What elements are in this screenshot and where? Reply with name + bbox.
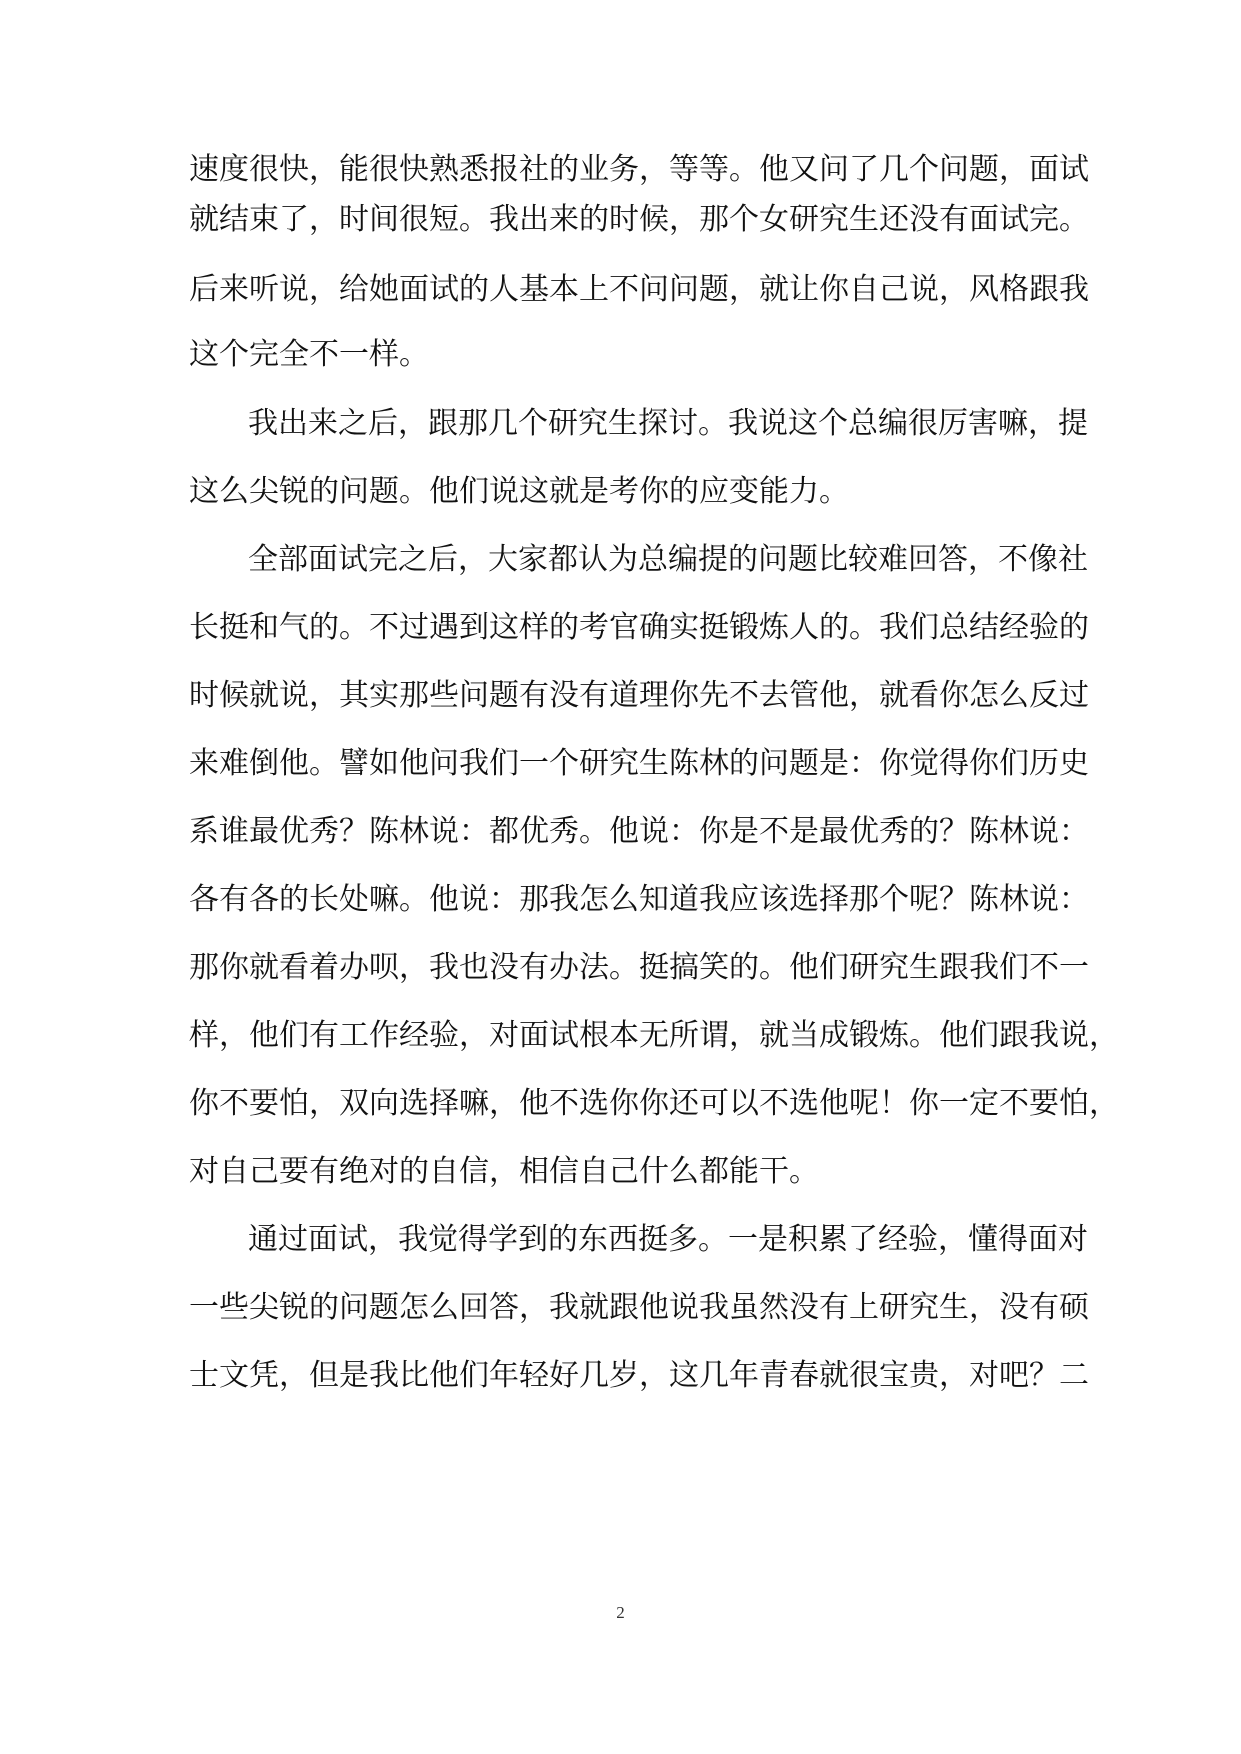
text-line: 后来听说，给她面试的人基本上不问问题，就让你自己说，风格跟我 [189,272,1089,307]
text-line: 这么尖锐的问题。他们说这就是考你的应变能力。 [189,474,849,509]
text-line: 来难倒他。譬如他问我们一个研究生陈林的问题是：你觉得你们历史 [189,746,1089,781]
text-line: 样，他们有工作经验，对面试根本无所谓，就当成锻炼。他们跟我说， [189,1018,1119,1053]
text-line: 这个完全不一样。 [189,337,429,372]
text-line: 全部面试完之后，大家都认为总编提的问题比较难回答，不像社 [248,542,1088,577]
text-line: 时候就说，其实那些问题有没有道理你先不去管他，就看你怎么反过 [189,678,1089,713]
text-line: 系谁最优秀？陈林说：都优秀。他说：你是不是最优秀的？陈林说： [189,814,1089,849]
text-line: 各有各的长处嘛。他说：那我怎么知道我应该选择那个呢？陈林说： [189,882,1089,917]
text-line: 那你就看着办呗，我也没有办法。挺搞笑的。他们研究生跟我们不一 [189,950,1089,985]
text-line: 通过面试，我觉得学到的东西挺多。一是积累了经验，懂得面对 [248,1222,1088,1257]
text-line: 长挺和气的。不过遇到这样的考官确实挺锻炼人的。我们总结经验的 [189,610,1089,645]
text-line: 对自己要有绝对的自信，相信自己什么都能干。 [189,1154,819,1189]
text-line: 我出来之后，跟那几个研究生探讨。我说这个总编很厉害嘛，提 [248,406,1088,441]
text-line: 你不要怕，双向选择嘛，他不选你你还可以不选他呢！你一定不要怕， [189,1086,1119,1121]
text-line: 士文凭，但是我比他们年轻好几岁，这几年青春就很宝贵，对吧？二 [189,1358,1089,1393]
page-number: 2 [616,1603,625,1622]
text-line: 一些尖锐的问题怎么回答，我就跟他说我虽然没有上研究生，没有硕 [189,1290,1089,1325]
text-line: 速度很快，能很快熟悉报社的业务，等等。他又问了几个问题，面试 [189,152,1089,187]
text-line: 就结束了，时间很短。我出来的时候，那个女研究生还没有面试完。 [189,202,1089,237]
